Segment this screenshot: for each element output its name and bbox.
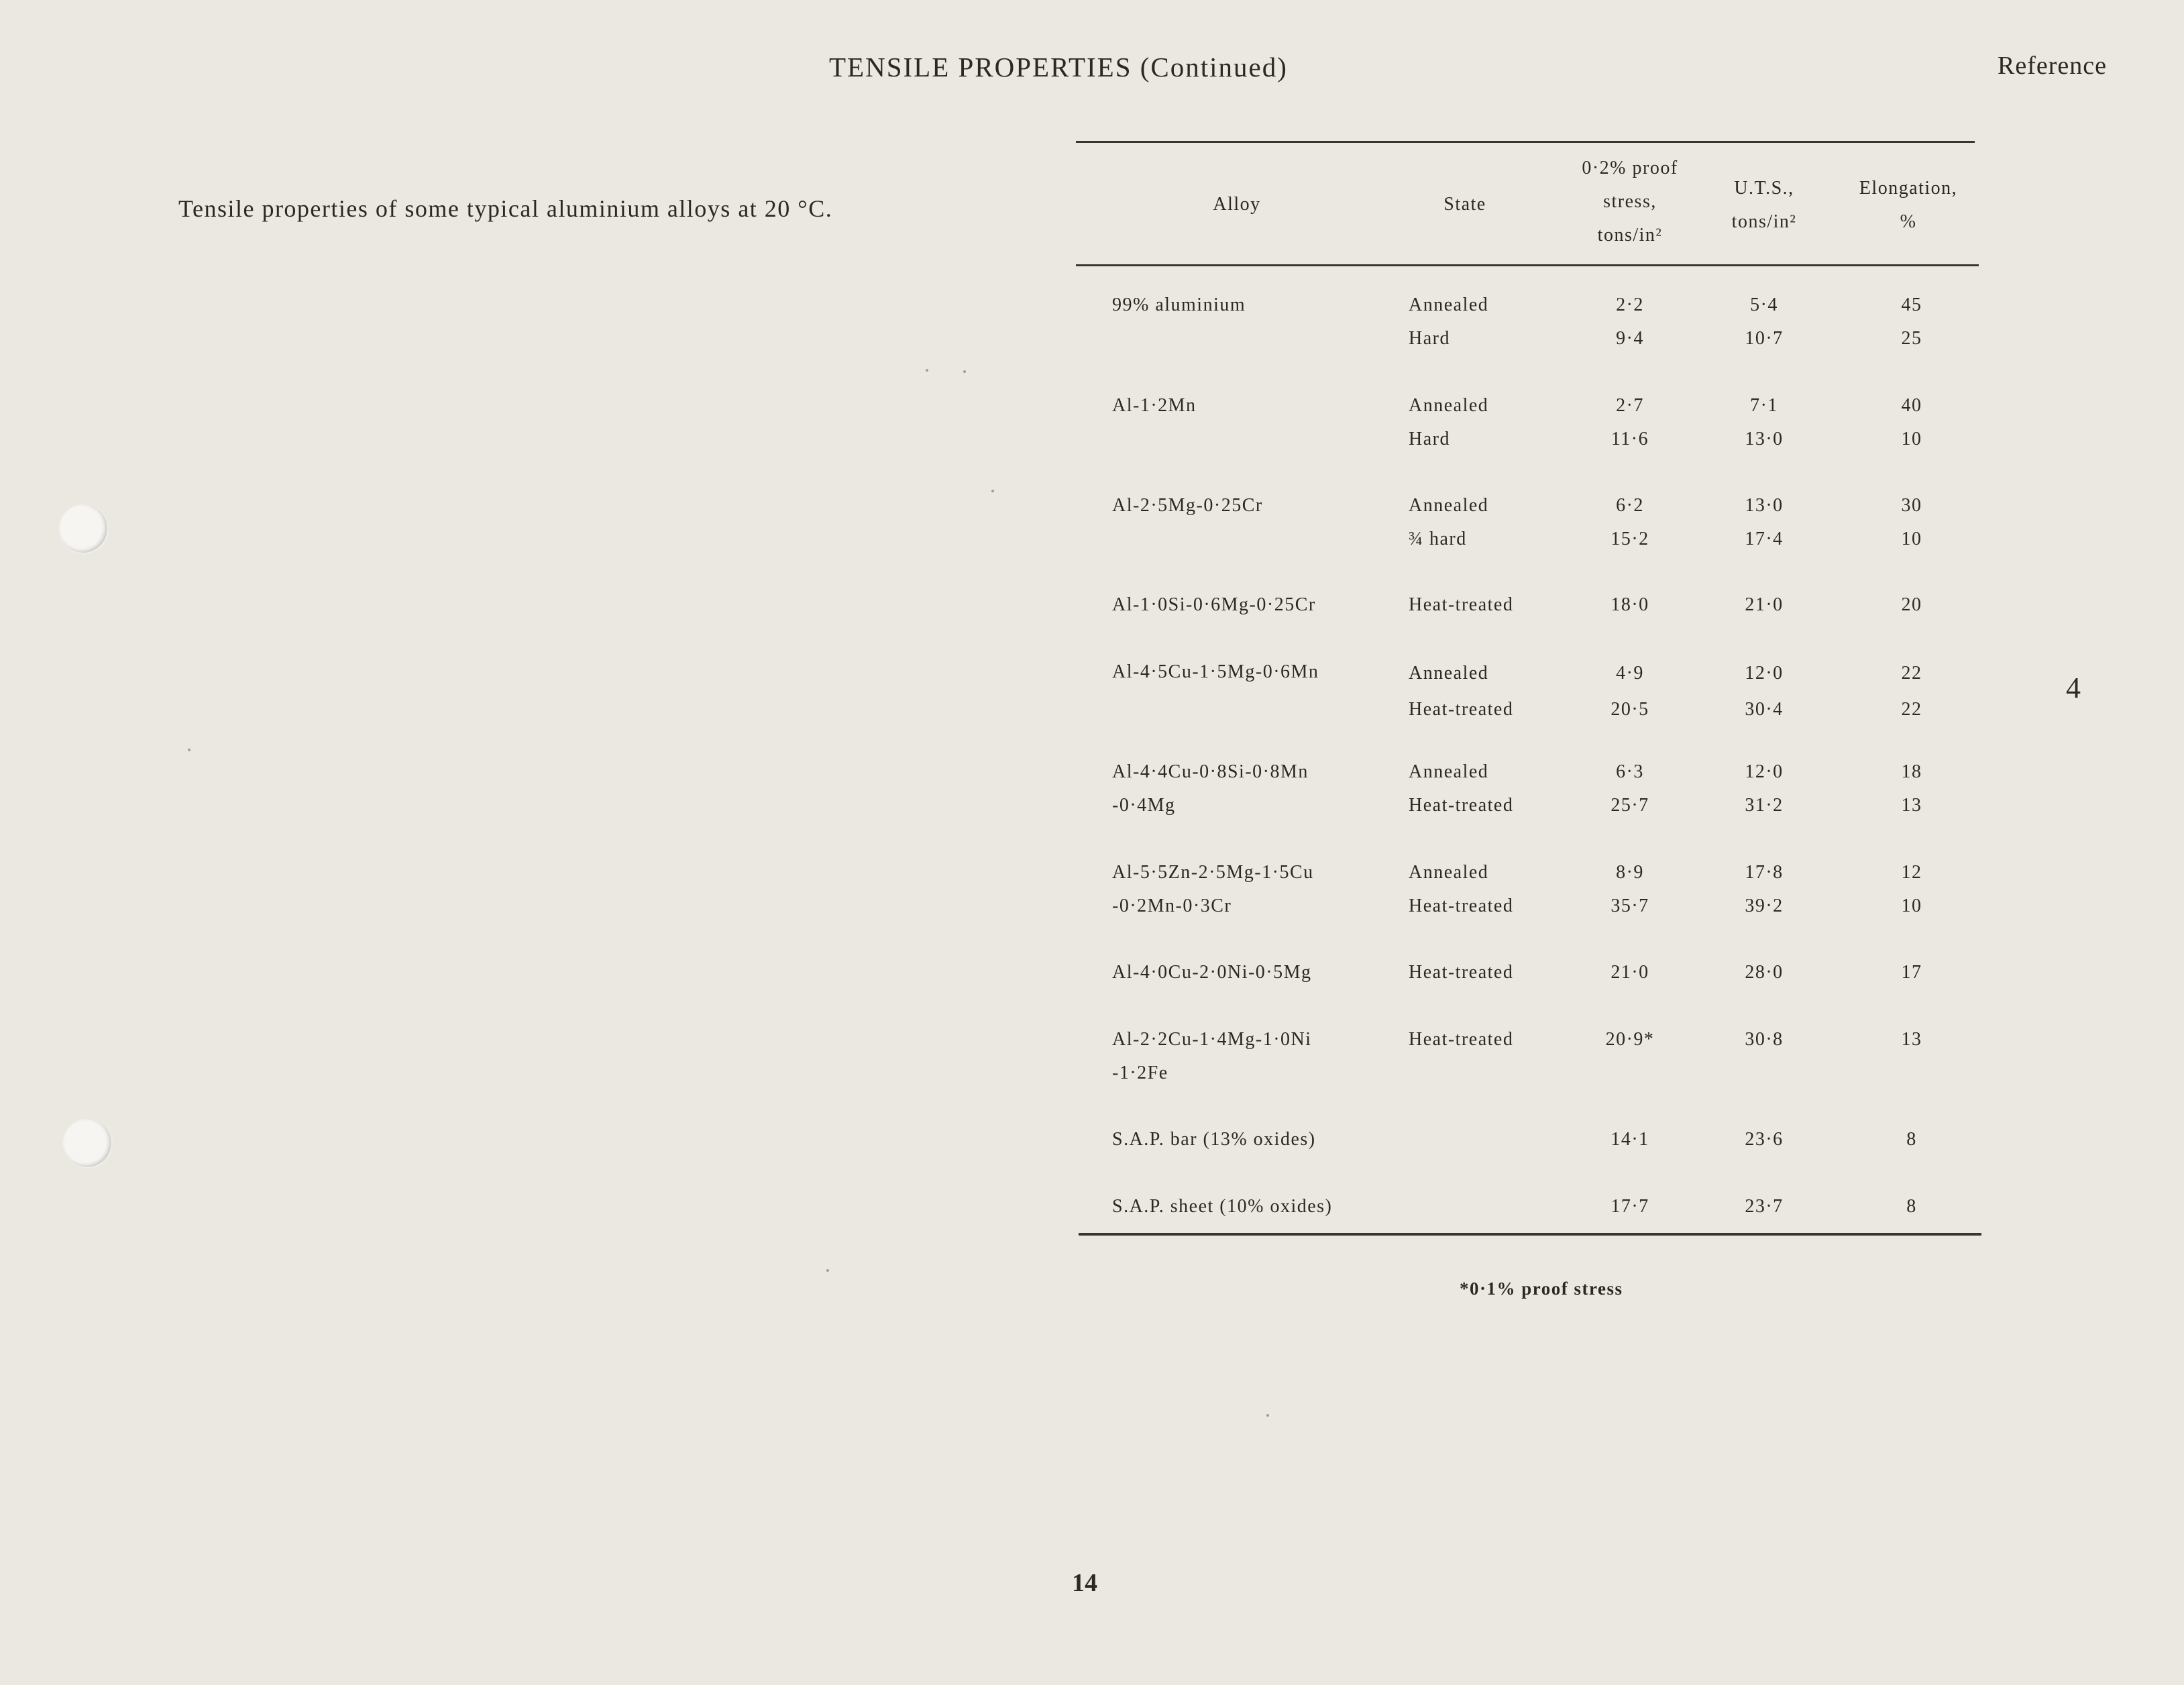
header-elongation-line: Elongation,	[1859, 178, 1958, 199]
cell-proof-stress: 17·7	[1610, 1196, 1649, 1217]
cell-state: Heat-treated	[1409, 1029, 1514, 1050]
cell-proof-stress: 2·7 11·6	[1610, 395, 1649, 449]
cell-proof-stress: 4·9 20·5	[1610, 663, 1649, 720]
cell-uts: 12·0 30·4	[1745, 663, 1784, 720]
cell-alloy: Al-4·5Cu-1·5Mg-0·6Mn	[1112, 661, 1319, 682]
paper-speck	[926, 369, 928, 372]
cell-state: Annealed Hard	[1409, 395, 1489, 449]
table-row	[0, 856, 2184, 923]
table-bottom-rule	[1079, 1233, 1981, 1236]
cell-elongation: 13	[1901, 1029, 1922, 1050]
table-header-rule	[1076, 264, 1979, 266]
page-number: 14	[1072, 1569, 1097, 1597]
table-row	[0, 956, 2184, 1023]
header-elongation-line: %	[1900, 211, 1917, 232]
cell-alloy: Al-4·0Cu-2·0Ni-0·5Mg	[1112, 962, 1312, 983]
cell-proof-stress: 14·1	[1610, 1129, 1649, 1150]
table-row	[0, 288, 2184, 356]
cell-uts: 17·8 39·2	[1745, 862, 1784, 916]
cell-state: Annealed Hard	[1409, 294, 1489, 349]
cell-alloy: S.A.P. bar (13% oxides)	[1112, 1129, 1316, 1150]
cell-proof-stress: 8·9 35·7	[1610, 862, 1649, 916]
cell-elongation: 12 10	[1901, 862, 1922, 916]
page-header-title: TENSILE PROPERTIES (Continued)	[829, 52, 1288, 83]
cell-elongation: 40 10	[1901, 395, 1922, 449]
cell-uts: 7·1 13·0	[1745, 395, 1784, 449]
table-row	[0, 489, 2184, 556]
header-proof-line: 0·2% proof	[1582, 158, 1678, 178]
paper-speck	[826, 1269, 829, 1272]
page-header-reference: Reference	[1998, 52, 2107, 80]
table-row	[0, 1023, 2184, 1090]
header-uts-line: U.T.S.,	[1734, 178, 1794, 199]
header-alloy	[1167, 188, 1307, 221]
table-top-rule	[1076, 141, 1975, 143]
cell-elongation: 30 10	[1901, 495, 1922, 549]
paper-speck	[963, 370, 966, 373]
header-proof-stress	[1556, 152, 1704, 252]
cell-elongation: 17	[1901, 962, 1922, 983]
cell-uts: 23·6	[1745, 1129, 1784, 1150]
header-uts-line: tons/in²	[1731, 211, 1797, 232]
cell-alloy: Al-4·4Cu-0·8Si-0·8Mn -0·4Mg	[1112, 761, 1309, 816]
header-state	[1409, 188, 1521, 221]
paper-speck	[188, 749, 190, 751]
cell-uts: 5·4 10·7	[1745, 294, 1784, 349]
header-elongation	[1838, 172, 1979, 239]
cell-state: Annealed Heat-treated	[1409, 663, 1514, 720]
cell-elongation: 18 13	[1901, 761, 1922, 816]
cell-proof-stress: 2·2 9·4	[1616, 294, 1644, 349]
cell-proof-stress: 6·2 15·2	[1610, 495, 1649, 549]
paper-speck	[1266, 1414, 1269, 1417]
cell-alloy: Al-2·5Mg-0·25Cr	[1112, 495, 1263, 516]
header-alloy-label: Alloy	[1213, 194, 1261, 215]
cell-alloy: S.A.P. sheet (10% oxides)	[1112, 1196, 1333, 1217]
cell-alloy: Al-1·2Mn	[1112, 395, 1197, 416]
table-row	[0, 755, 2184, 822]
cell-elongation: 22 22	[1901, 663, 1922, 720]
cell-proof-stress: 20·9*	[1605, 1029, 1655, 1050]
header-state-label: State	[1443, 194, 1486, 215]
cell-state: Annealed Heat-treated	[1409, 862, 1514, 916]
section-number: 4	[2066, 671, 2081, 704]
cell-elongation: 8	[1906, 1196, 1917, 1217]
cell-proof-stress: 21·0	[1610, 962, 1649, 983]
cell-uts: 28·0	[1745, 962, 1784, 983]
table-row	[0, 1190, 2184, 1257]
cell-uts: 12·0 31·2	[1745, 761, 1784, 816]
cell-proof-stress: 18·0	[1610, 594, 1649, 615]
table-row	[0, 588, 2184, 655]
cell-elongation: 45 25	[1901, 294, 1922, 349]
cell-state: Annealed ¾ hard	[1409, 495, 1489, 549]
table-caption: Tensile properties of some typical aluminium alloys at 20 °C.	[178, 195, 833, 222]
cell-uts: 23·7	[1745, 1196, 1784, 1217]
cell-alloy: Al-1·0Si-0·6Mg-0·25Cr	[1112, 594, 1316, 615]
header-proof-line: tons/in²	[1597, 225, 1663, 246]
cell-proof-stress: 6·3 25·7	[1610, 761, 1649, 816]
cell-uts: 21·0	[1745, 594, 1784, 615]
cell-state: Annealed Heat-treated	[1409, 761, 1514, 816]
table-row	[0, 389, 2184, 456]
cell-elongation: 20	[1901, 594, 1922, 615]
header-uts	[1704, 172, 1824, 239]
cell-alloy: 99% aluminium	[1112, 294, 1246, 315]
table-row	[0, 1123, 2184, 1190]
cell-alloy: Al-5·5Zn-2·5Mg-1·5Cu -0·2Mn-0·3Cr	[1112, 862, 1314, 916]
table-footnote: *0·1% proof stress	[1460, 1279, 1623, 1299]
paper-speck	[991, 490, 994, 492]
cell-state: Heat-treated	[1409, 594, 1514, 615]
cell-uts: 30·8	[1745, 1029, 1784, 1050]
cell-elongation: 8	[1906, 1129, 1917, 1150]
cell-uts: 13·0 17·4	[1745, 495, 1784, 549]
cell-state: Heat-treated	[1409, 962, 1514, 983]
cell-alloy: Al-2·2Cu-1·4Mg-1·0Ni -1·2Fe	[1112, 1029, 1312, 1083]
header-proof-line: stress,	[1603, 191, 1657, 212]
table-row	[0, 655, 2184, 722]
